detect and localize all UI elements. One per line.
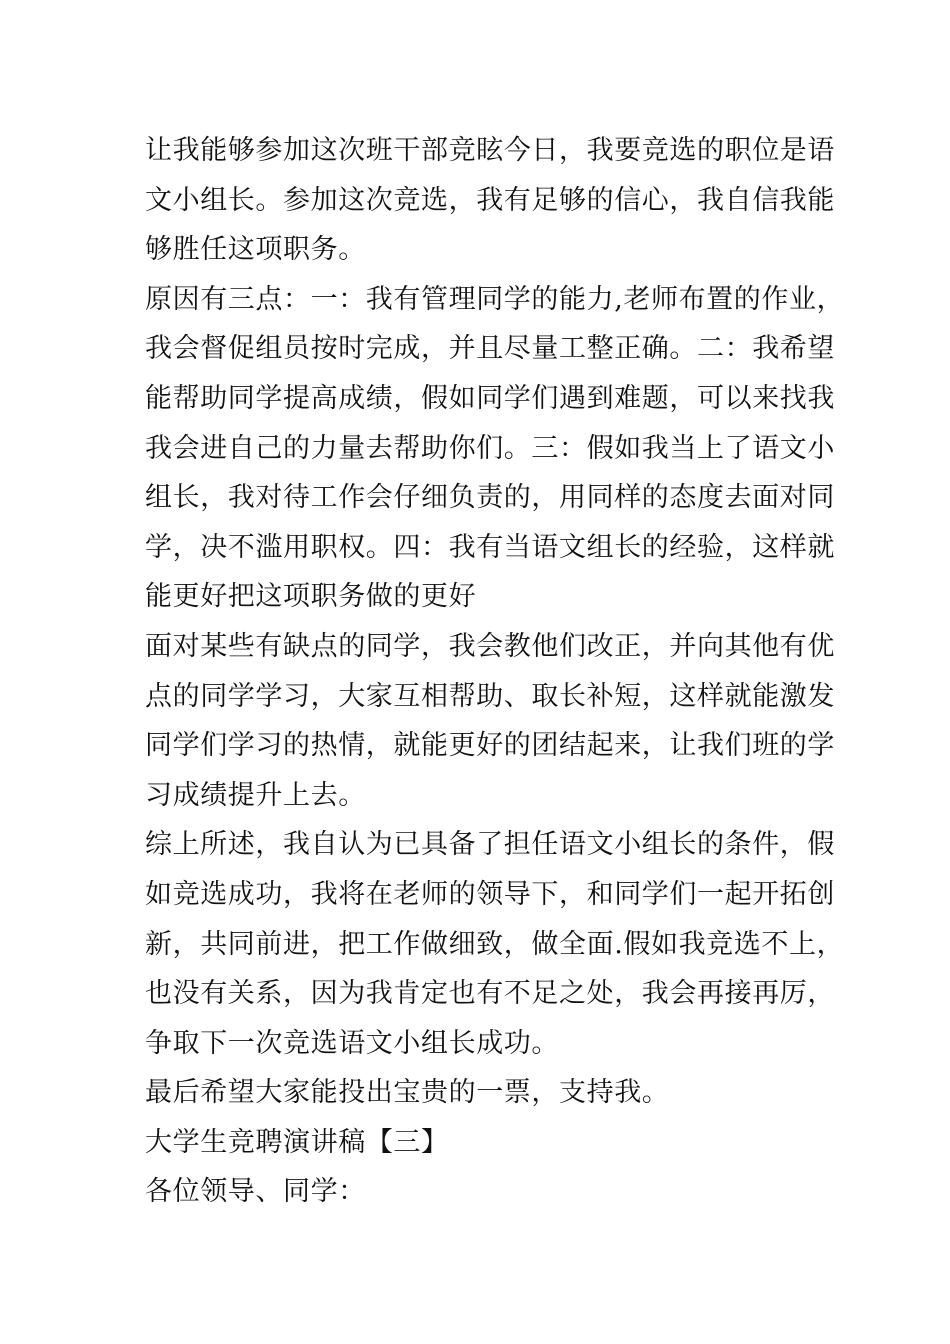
- text-line: 如竞选成功，我将在老师的领导下，和同学们一起开拓创: [145, 878, 835, 910]
- text-line: 点的同学学习，大家互相帮助、取长补短，这样就能激发: [145, 680, 835, 712]
- text-line: 也没有关系，因为我肯定也有不足之处，我会再接再厉，: [145, 978, 835, 1010]
- document-body: [145, 126, 845, 1217]
- salutation: 各位领导、同学：: [145, 1176, 366, 1208]
- text-line: 我会督促组员按时完成，并且尽量工整正确。二：我希望: [145, 333, 835, 365]
- text-line: 文小组长。参加这次竞选，我有足够的信心，我自信我能: [145, 184, 835, 216]
- text-line: 习成绩提升上去。: [145, 779, 366, 811]
- text-line: 让我能够参加这次班干部竞眩今日，我要竞选的职位是语: [145, 135, 835, 166]
- text-line: 够胜任这项职务。: [145, 234, 366, 266]
- text-line: 能帮助同学提高成绩，假如同学们遇到难题，可以来找我: [145, 382, 835, 414]
- text-line: 最后希望大家能投出宝贵的一票，支持我。: [145, 1077, 670, 1109]
- text-line: 我会进自己的力量去帮助你们。三：假如我当上了语文小: [145, 432, 835, 464]
- text-line: 原因有三点：一：我有管理同学的能力,老师布置的作业，: [145, 283, 845, 315]
- text-line: 综上所述，我自认为已具备了担任语文小组长的条件，假: [145, 829, 835, 861]
- text-line: 学，决不滥用职权。四：我有当语文组长的经验，这样就: [145, 531, 835, 563]
- text-line: 组长，我对待工作会仔细负责的，用同样的态度去面对同: [145, 482, 835, 514]
- text-line: 能更好把这项职务做的更好: [145, 581, 477, 613]
- text-line: 同学们学习的热情，就能更好的团结起来，让我们班的学: [145, 730, 835, 762]
- section-heading: 大学生竞聘演讲稿【三】: [145, 1126, 449, 1158]
- text-line: 新，共同前进，把工作做细致，做全面.假如我竞选不上，: [145, 928, 845, 960]
- text-line: 争取下一次竞选语文小组长成功。: [145, 1027, 559, 1059]
- text-line: 面对某些有缺点的同学，我会教他们改正，并向其他有优: [145, 630, 835, 662]
